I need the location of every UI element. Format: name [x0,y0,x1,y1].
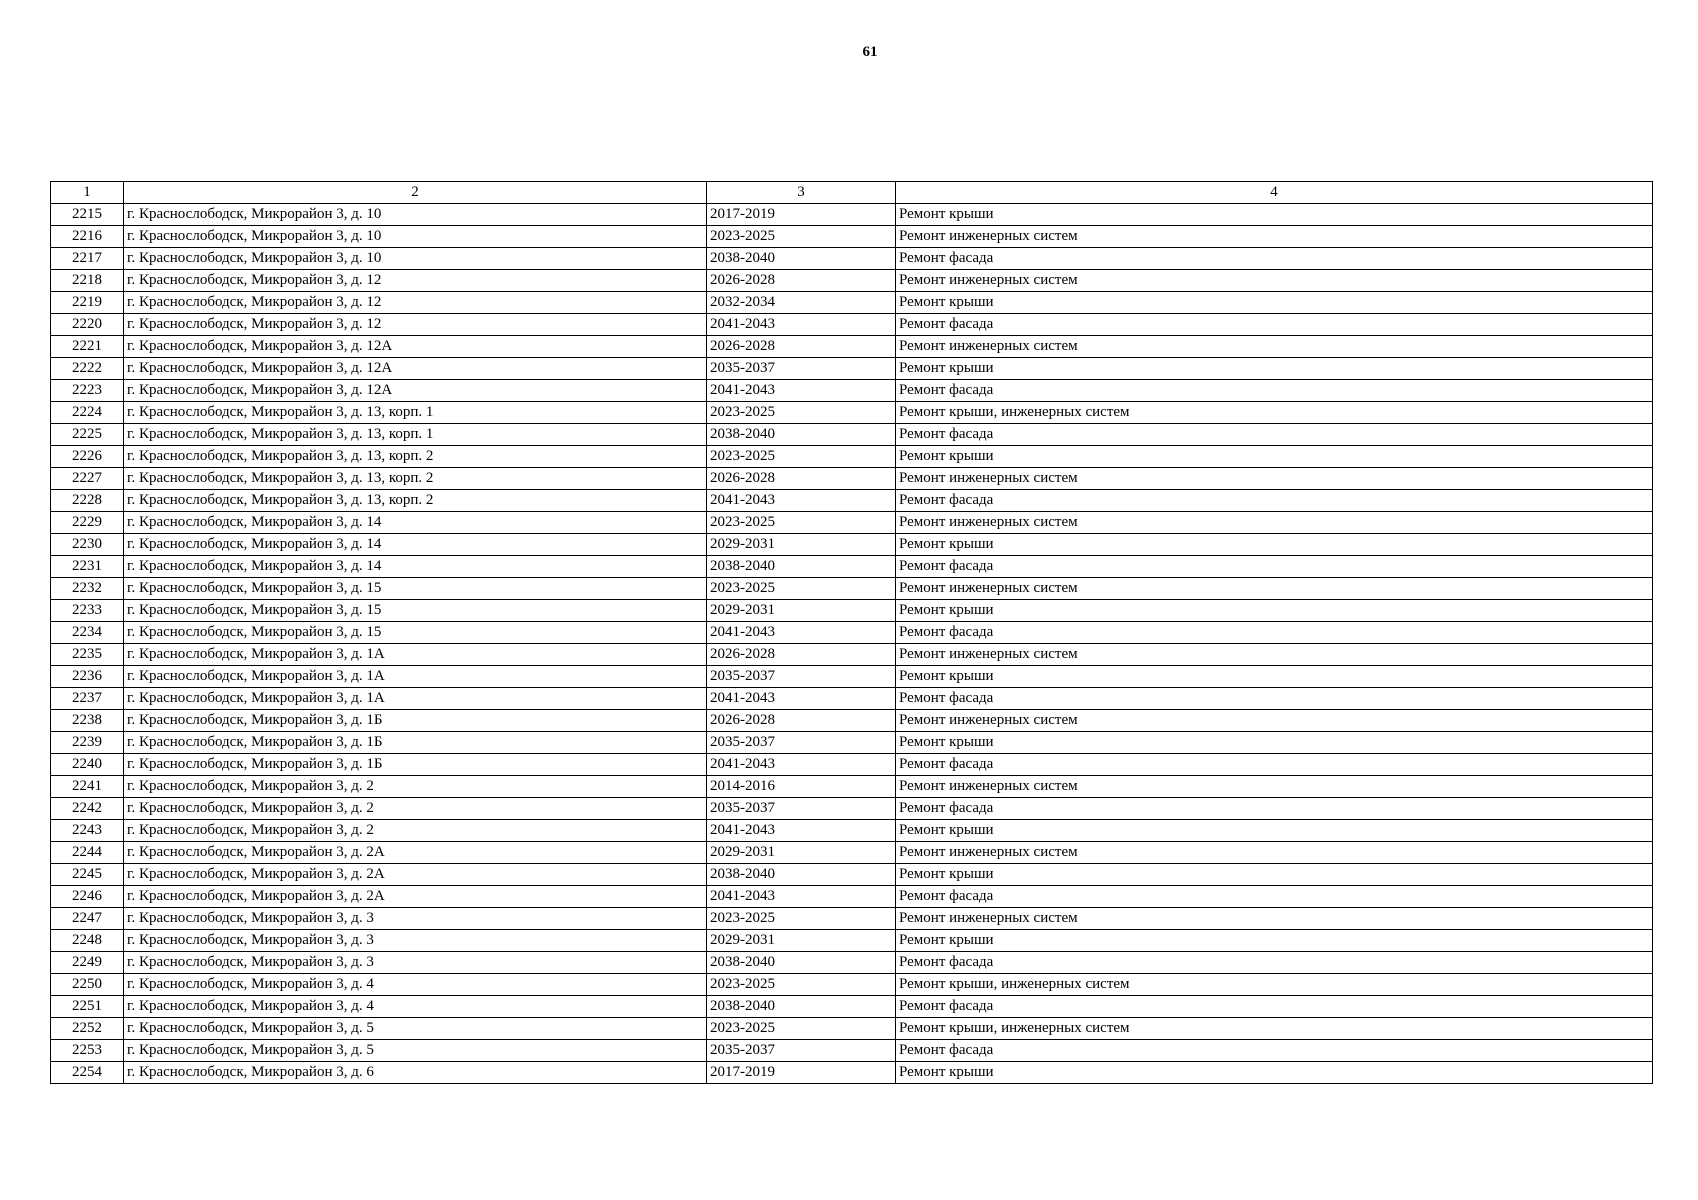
work-type-cell: Ремонт крыши [896,358,1653,380]
address-cell: г. Краснослободск, Микрорайон 3, д. 12А [124,380,707,402]
address-cell: г. Краснослободск, Микрорайон 3, д. 15 [124,578,707,600]
row-number: 2245 [51,864,124,886]
period-cell: 2026-2028 [707,468,896,490]
work-type-cell: Ремонт фасада [896,380,1653,402]
period-cell: 2038-2040 [707,248,896,270]
work-type-cell: Ремонт фасада [896,314,1653,336]
work-type-cell: Ремонт крыши [896,732,1653,754]
row-number: 2220 [51,314,124,336]
table-row [51,358,1653,380]
period-cell: 2029-2031 [707,534,896,556]
work-type-cell: Ремонт фасада [896,886,1653,908]
address-cell: г. Краснослободск, Микрорайон 3, д. 4 [124,996,707,1018]
period-cell: 2029-2031 [707,930,896,952]
period-cell: 2041-2043 [707,754,896,776]
address-cell: г. Краснослободск, Микрорайон 3, д. 2А [124,842,707,864]
table-row [51,556,1653,578]
address-cell: г. Краснослободск, Микрорайон 3, д. 13, корп. 2 [124,468,707,490]
address-cell: г. Краснослободск, Микрорайон 3, д. 12 [124,292,707,314]
address-cell: г. Краснослободск, Микрорайон 3, д. 4 [124,974,707,996]
column-header-2: 2 [124,182,707,204]
row-number: 2235 [51,644,124,666]
row-number: 2223 [51,380,124,402]
period-cell: 2017-2019 [707,204,896,226]
work-type-cell: Ремонт крыши [896,820,1653,842]
row-number: 2241 [51,776,124,798]
row-number: 2222 [51,358,124,380]
row-number: 2254 [51,1062,124,1084]
table-row [51,996,1653,1018]
work-type-cell: Ремонт крыши, инженерных систем [896,1018,1653,1040]
period-cell: 2023-2025 [707,578,896,600]
work-type-cell: Ремонт крыши [896,666,1653,688]
table-row [51,886,1653,908]
address-cell: г. Краснослободск, Микрорайон 3, д. 13, корп. 1 [124,402,707,424]
row-number: 2232 [51,578,124,600]
row-number: 2228 [51,490,124,512]
table-row [51,468,1653,490]
work-type-cell: Ремонт фасада [896,1040,1653,1062]
period-cell: 2041-2043 [707,622,896,644]
period-cell: 2026-2028 [707,644,896,666]
address-cell: г. Краснослободск, Микрорайон 3, д. 3 [124,930,707,952]
row-number: 2253 [51,1040,124,1062]
work-type-cell: Ремонт крыши [896,864,1653,886]
address-cell: г. Краснослободск, Микрорайон 3, д. 1Б [124,732,707,754]
address-cell: г. Краснослободск, Микрорайон 3, д. 15 [124,600,707,622]
table-row [51,292,1653,314]
row-number: 2224 [51,402,124,424]
address-cell: г. Краснослободск, Микрорайон 3, д. 1А [124,688,707,710]
table-row [51,622,1653,644]
work-type-cell: Ремонт крыши [896,930,1653,952]
table-row [51,1062,1653,1084]
row-number: 2227 [51,468,124,490]
address-cell: г. Краснослободск, Микрорайон 3, д. 2 [124,776,707,798]
period-cell: 2038-2040 [707,424,896,446]
work-type-cell: Ремонт фасада [896,622,1653,644]
row-number: 2225 [51,424,124,446]
row-number: 2250 [51,974,124,996]
address-cell: г. Краснослободск, Микрорайон 3, д. 13, корп. 2 [124,446,707,468]
table-row [51,270,1653,292]
address-cell: г. Краснослободск, Микрорайон 3, д. 12А [124,358,707,380]
period-cell: 2038-2040 [707,556,896,578]
work-type-cell: Ремонт крыши, инженерных систем [896,974,1653,996]
address-cell: г. Краснослободск, Микрорайон 3, д. 6 [124,1062,707,1084]
period-cell: 2041-2043 [707,688,896,710]
address-cell: г. Краснослободск, Микрорайон 3, д. 1Б [124,754,707,776]
column-header-3: 3 [707,182,896,204]
repair-schedule-table [50,181,1653,1084]
work-type-cell: Ремонт фасада [896,688,1653,710]
row-number: 2252 [51,1018,124,1040]
work-type-cell: Ремонт инженерных систем [896,336,1653,358]
period-cell: 2023-2025 [707,974,896,996]
work-type-cell: Ремонт крыши [896,534,1653,556]
address-cell: г. Краснослободск, Микрорайон 3, д. 15 [124,622,707,644]
table-row [51,820,1653,842]
address-cell: г. Краснослободск, Микрорайон 3, д. 14 [124,512,707,534]
row-number: 2226 [51,446,124,468]
period-cell: 2014-2016 [707,776,896,798]
table-row [51,842,1653,864]
row-number: 2238 [51,710,124,732]
address-cell: г. Краснослободск, Микрорайон 3, д. 14 [124,556,707,578]
table-row [51,644,1653,666]
address-cell: г. Краснослободск, Микрорайон 3, д. 3 [124,952,707,974]
row-number: 2236 [51,666,124,688]
table-row [51,1040,1653,1062]
table-row [51,512,1653,534]
period-cell: 2029-2031 [707,600,896,622]
work-type-cell: Ремонт инженерных систем [896,270,1653,292]
table-row [51,930,1653,952]
period-cell: 2023-2025 [707,908,896,930]
table-row [51,600,1653,622]
table-row [51,776,1653,798]
work-type-cell: Ремонт инженерных систем [896,578,1653,600]
table-row [51,908,1653,930]
period-cell: 2026-2028 [707,710,896,732]
period-cell: 2017-2019 [707,1062,896,1084]
work-type-cell: Ремонт крыши [896,1062,1653,1084]
table-row [51,534,1653,556]
address-cell: г. Краснослободск, Микрорайон 3, д. 13, корп. 1 [124,424,707,446]
row-number: 2216 [51,226,124,248]
period-cell: 2023-2025 [707,226,896,248]
table-row [51,380,1653,402]
table-row [51,226,1653,248]
work-type-cell: Ремонт фасада [896,490,1653,512]
period-cell: 2035-2037 [707,666,896,688]
row-number: 2240 [51,754,124,776]
table-row [51,314,1653,336]
period-cell: 2026-2028 [707,270,896,292]
table-row [51,864,1653,886]
period-cell: 2035-2037 [707,358,896,380]
period-cell: 2035-2037 [707,732,896,754]
row-number: 2218 [51,270,124,292]
work-type-cell: Ремонт крыши [896,600,1653,622]
column-header-4: 4 [896,182,1653,204]
row-number: 2219 [51,292,124,314]
address-cell: г. Краснослободск, Микрорайон 3, д. 10 [124,226,707,248]
row-number: 2244 [51,842,124,864]
period-cell: 2023-2025 [707,402,896,424]
address-cell: г. Краснослободск, Микрорайон 3, д. 3 [124,908,707,930]
row-number: 2246 [51,886,124,908]
row-number: 2233 [51,600,124,622]
address-cell: г. Краснослободск, Микрорайон 3, д. 2А [124,886,707,908]
table-row [51,754,1653,776]
table-row [51,666,1653,688]
address-cell: г. Краснослободск, Микрорайон 3, д. 14 [124,534,707,556]
table-body [51,204,1653,1084]
table-row [51,710,1653,732]
period-cell: 2038-2040 [707,952,896,974]
work-type-cell: Ремонт фасада [896,798,1653,820]
address-cell: г. Краснослободск, Микрорайон 3, д. 10 [124,204,707,226]
address-cell: г. Краснослободск, Микрорайон 3, д. 1А [124,644,707,666]
address-cell: г. Краснослободск, Микрорайон 3, д. 12 [124,314,707,336]
work-type-cell: Ремонт крыши, инженерных систем [896,402,1653,424]
period-cell: 2038-2040 [707,864,896,886]
table-row [51,446,1653,468]
work-type-cell: Ремонт крыши [896,446,1653,468]
period-cell: 2041-2043 [707,820,896,842]
work-type-cell: Ремонт инженерных систем [896,512,1653,534]
row-number: 2215 [51,204,124,226]
row-number: 2217 [51,248,124,270]
period-cell: 2041-2043 [707,490,896,512]
work-type-cell: Ремонт инженерных систем [896,644,1653,666]
address-cell: г. Краснослободск, Микрорайон 3, д. 10 [124,248,707,270]
table-row [51,798,1653,820]
table-row [51,402,1653,424]
address-cell: г. Краснослободск, Микрорайон 3, д. 1Б [124,710,707,732]
period-cell: 2032-2034 [707,292,896,314]
table-header [51,182,1653,204]
page-number: 61 [862,44,878,60]
work-type-cell: Ремонт инженерных систем [896,226,1653,248]
period-cell: 2041-2043 [707,314,896,336]
row-number: 2230 [51,534,124,556]
row-number: 2247 [51,908,124,930]
table-row [51,248,1653,270]
period-cell: 2023-2025 [707,512,896,534]
address-cell: г. Краснослободск, Микрорайон 3, д. 5 [124,1018,707,1040]
row-number: 2242 [51,798,124,820]
period-cell: 2029-2031 [707,842,896,864]
row-number: 2249 [51,952,124,974]
address-cell: г. Краснослободск, Микрорайон 3, д. 5 [124,1040,707,1062]
column-header-1: 1 [51,182,124,204]
work-type-cell: Ремонт фасада [896,754,1653,776]
work-type-cell: Ремонт инженерных систем [896,468,1653,490]
row-number: 2239 [51,732,124,754]
work-type-cell: Ремонт фасада [896,952,1653,974]
work-type-cell: Ремонт фасада [896,556,1653,578]
table-row [51,204,1653,226]
work-type-cell: Ремонт крыши [896,204,1653,226]
period-cell: 2026-2028 [707,336,896,358]
table-row [51,688,1653,710]
row-number: 2221 [51,336,124,358]
address-cell: г. Краснослободск, Микрорайон 3, д. 13, корп. 2 [124,490,707,512]
address-cell: г. Краснослободск, Микрорайон 3, д. 12 [124,270,707,292]
work-type-cell: Ремонт инженерных систем [896,710,1653,732]
table-row [51,974,1653,996]
work-type-cell: Ремонт фасада [896,996,1653,1018]
address-cell: г. Краснослободск, Микрорайон 3, д. 2 [124,820,707,842]
table-row [51,336,1653,358]
work-type-cell: Ремонт фасада [896,424,1653,446]
work-type-cell: Ремонт инженерных систем [896,776,1653,798]
address-cell: г. Краснослободск, Микрорайон 3, д. 1А [124,666,707,688]
period-cell: 2038-2040 [707,996,896,1018]
table-row [51,578,1653,600]
period-cell: 2041-2043 [707,886,896,908]
work-type-cell: Ремонт фасада [896,248,1653,270]
row-number: 2231 [51,556,124,578]
table-row [51,1018,1653,1040]
period-cell: 2023-2025 [707,446,896,468]
address-cell: г. Краснослободск, Микрорайон 3, д. 2А [124,864,707,886]
period-cell: 2035-2037 [707,798,896,820]
table-row [51,952,1653,974]
period-cell: 2023-2025 [707,1018,896,1040]
row-number: 2229 [51,512,124,534]
row-number: 2248 [51,930,124,952]
row-number: 2251 [51,996,124,1018]
table-row [51,490,1653,512]
work-type-cell: Ремонт инженерных систем [896,842,1653,864]
row-number: 2243 [51,820,124,842]
row-number: 2234 [51,622,124,644]
period-cell: 2035-2037 [707,1040,896,1062]
table-row [51,424,1653,446]
header-row [51,182,1653,204]
work-type-cell: Ремонт крыши [896,292,1653,314]
address-cell: г. Краснослободск, Микрорайон 3, д. 2 [124,798,707,820]
address-cell: г. Краснослободск, Микрорайон 3, д. 12А [124,336,707,358]
work-type-cell: Ремонт инженерных систем [896,908,1653,930]
table-row [51,732,1653,754]
row-number: 2237 [51,688,124,710]
period-cell: 2041-2043 [707,380,896,402]
